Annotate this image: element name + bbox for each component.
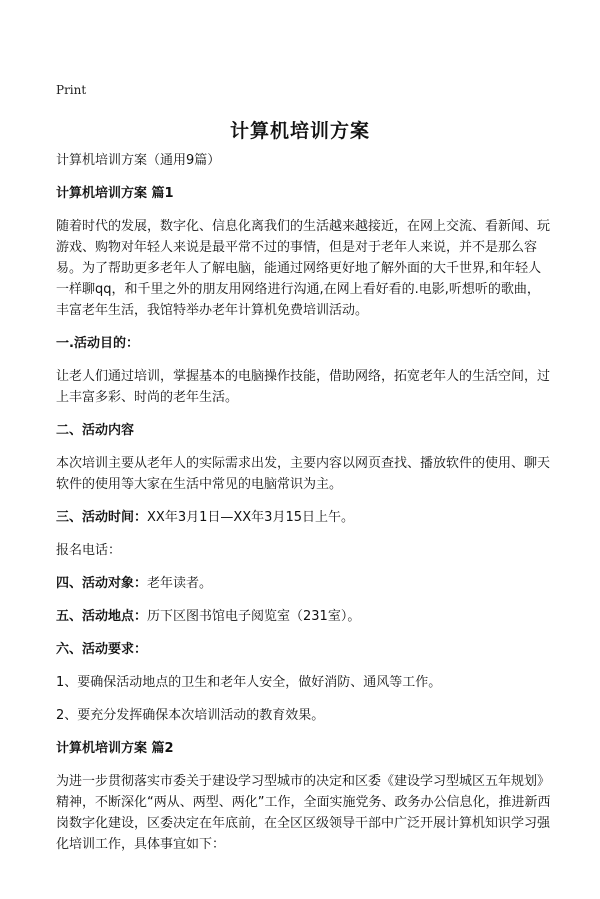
requirements-heading: 六、活动要求： — [56, 642, 148, 657]
target-line — [56, 573, 551, 594]
requirement-2: 2、要充分发挥确保本次培训活动的教育效果。 — [56, 708, 325, 723]
document-subtitle: 计算机培训方案（通用9篇） — [56, 153, 221, 168]
phone-line: 报名电话： — [56, 543, 122, 558]
print-label: Print — [56, 83, 87, 97]
purpose-text: 让老人们通过培训，掌握基本的电脑操作技能，借助网络，拓宽老年人的生活空间，过上丰富多彩、时尚的老年生活。 — [56, 369, 551, 405]
content-text: 本次培训主要从老年人的实际需求出发，主要内容以网页查找、播放软件的使用、聊天软件的使用等大家在生活中常见的电脑常识为主。 — [56, 456, 551, 492]
place-label: 五、活动地点： — [56, 609, 148, 624]
document-body — [56, 150, 551, 867]
article-1-heading: 计算机培训方案 篇1 — [56, 186, 174, 201]
content-heading: 二、活动内容 — [56, 423, 135, 438]
time-value: XX年3月1日—XX年3月15日上午。 — [147, 510, 354, 525]
article-1-intro: 随着时代的发展，数字化、信息化离我们的生活越来越接近，在网上交流、看新闻、玩游戏、购物对年轻人来说是最平常不过的事情，但是对于老年人来说，并不是那么容易。为了帮助更多老年人了解电脑，能通过网络更好地了解外面的大千世界,和年轻人一样聊qq，和千里之外的朋友用网络进行沟通,在网上看好看的.电影,听想听的歌曲，丰富老年生活，我馆特举办老年计算机免费培训活动。 — [56, 219, 551, 318]
requirement-1: 1、要确保活动地点的卫生和老年人安全，做好消防、通风等工作。 — [56, 675, 442, 690]
purpose-heading: 一.活动目的： — [56, 336, 139, 351]
page-title: 计算机培训方案 — [229, 120, 370, 142]
article-2-heading: 计算机培训方案 篇2 — [56, 741, 174, 756]
article-2-intro: 为进一步贯彻落实市委关于建设学习型城市的决定和区委《建设学习型城区五年规划》精神，不断深化“两从、两型、两化”工作，全面实施党务、政务办公信息化，推进新西岗数字化建设，区委决定在年底前，在全区区级领导干部中广泛开展计算机知识学习强化培训工作，具体事宜如下： — [56, 774, 551, 852]
target-value: 老年读者。 — [147, 576, 213, 591]
time-label: 三、活动时间： — [56, 510, 148, 525]
time-line — [56, 507, 551, 528]
place-line — [56, 606, 551, 627]
target-label: 四、活动对象： — [56, 576, 148, 591]
place-value: 历下区图书馆电子阅览室（231室）。 — [147, 609, 361, 624]
